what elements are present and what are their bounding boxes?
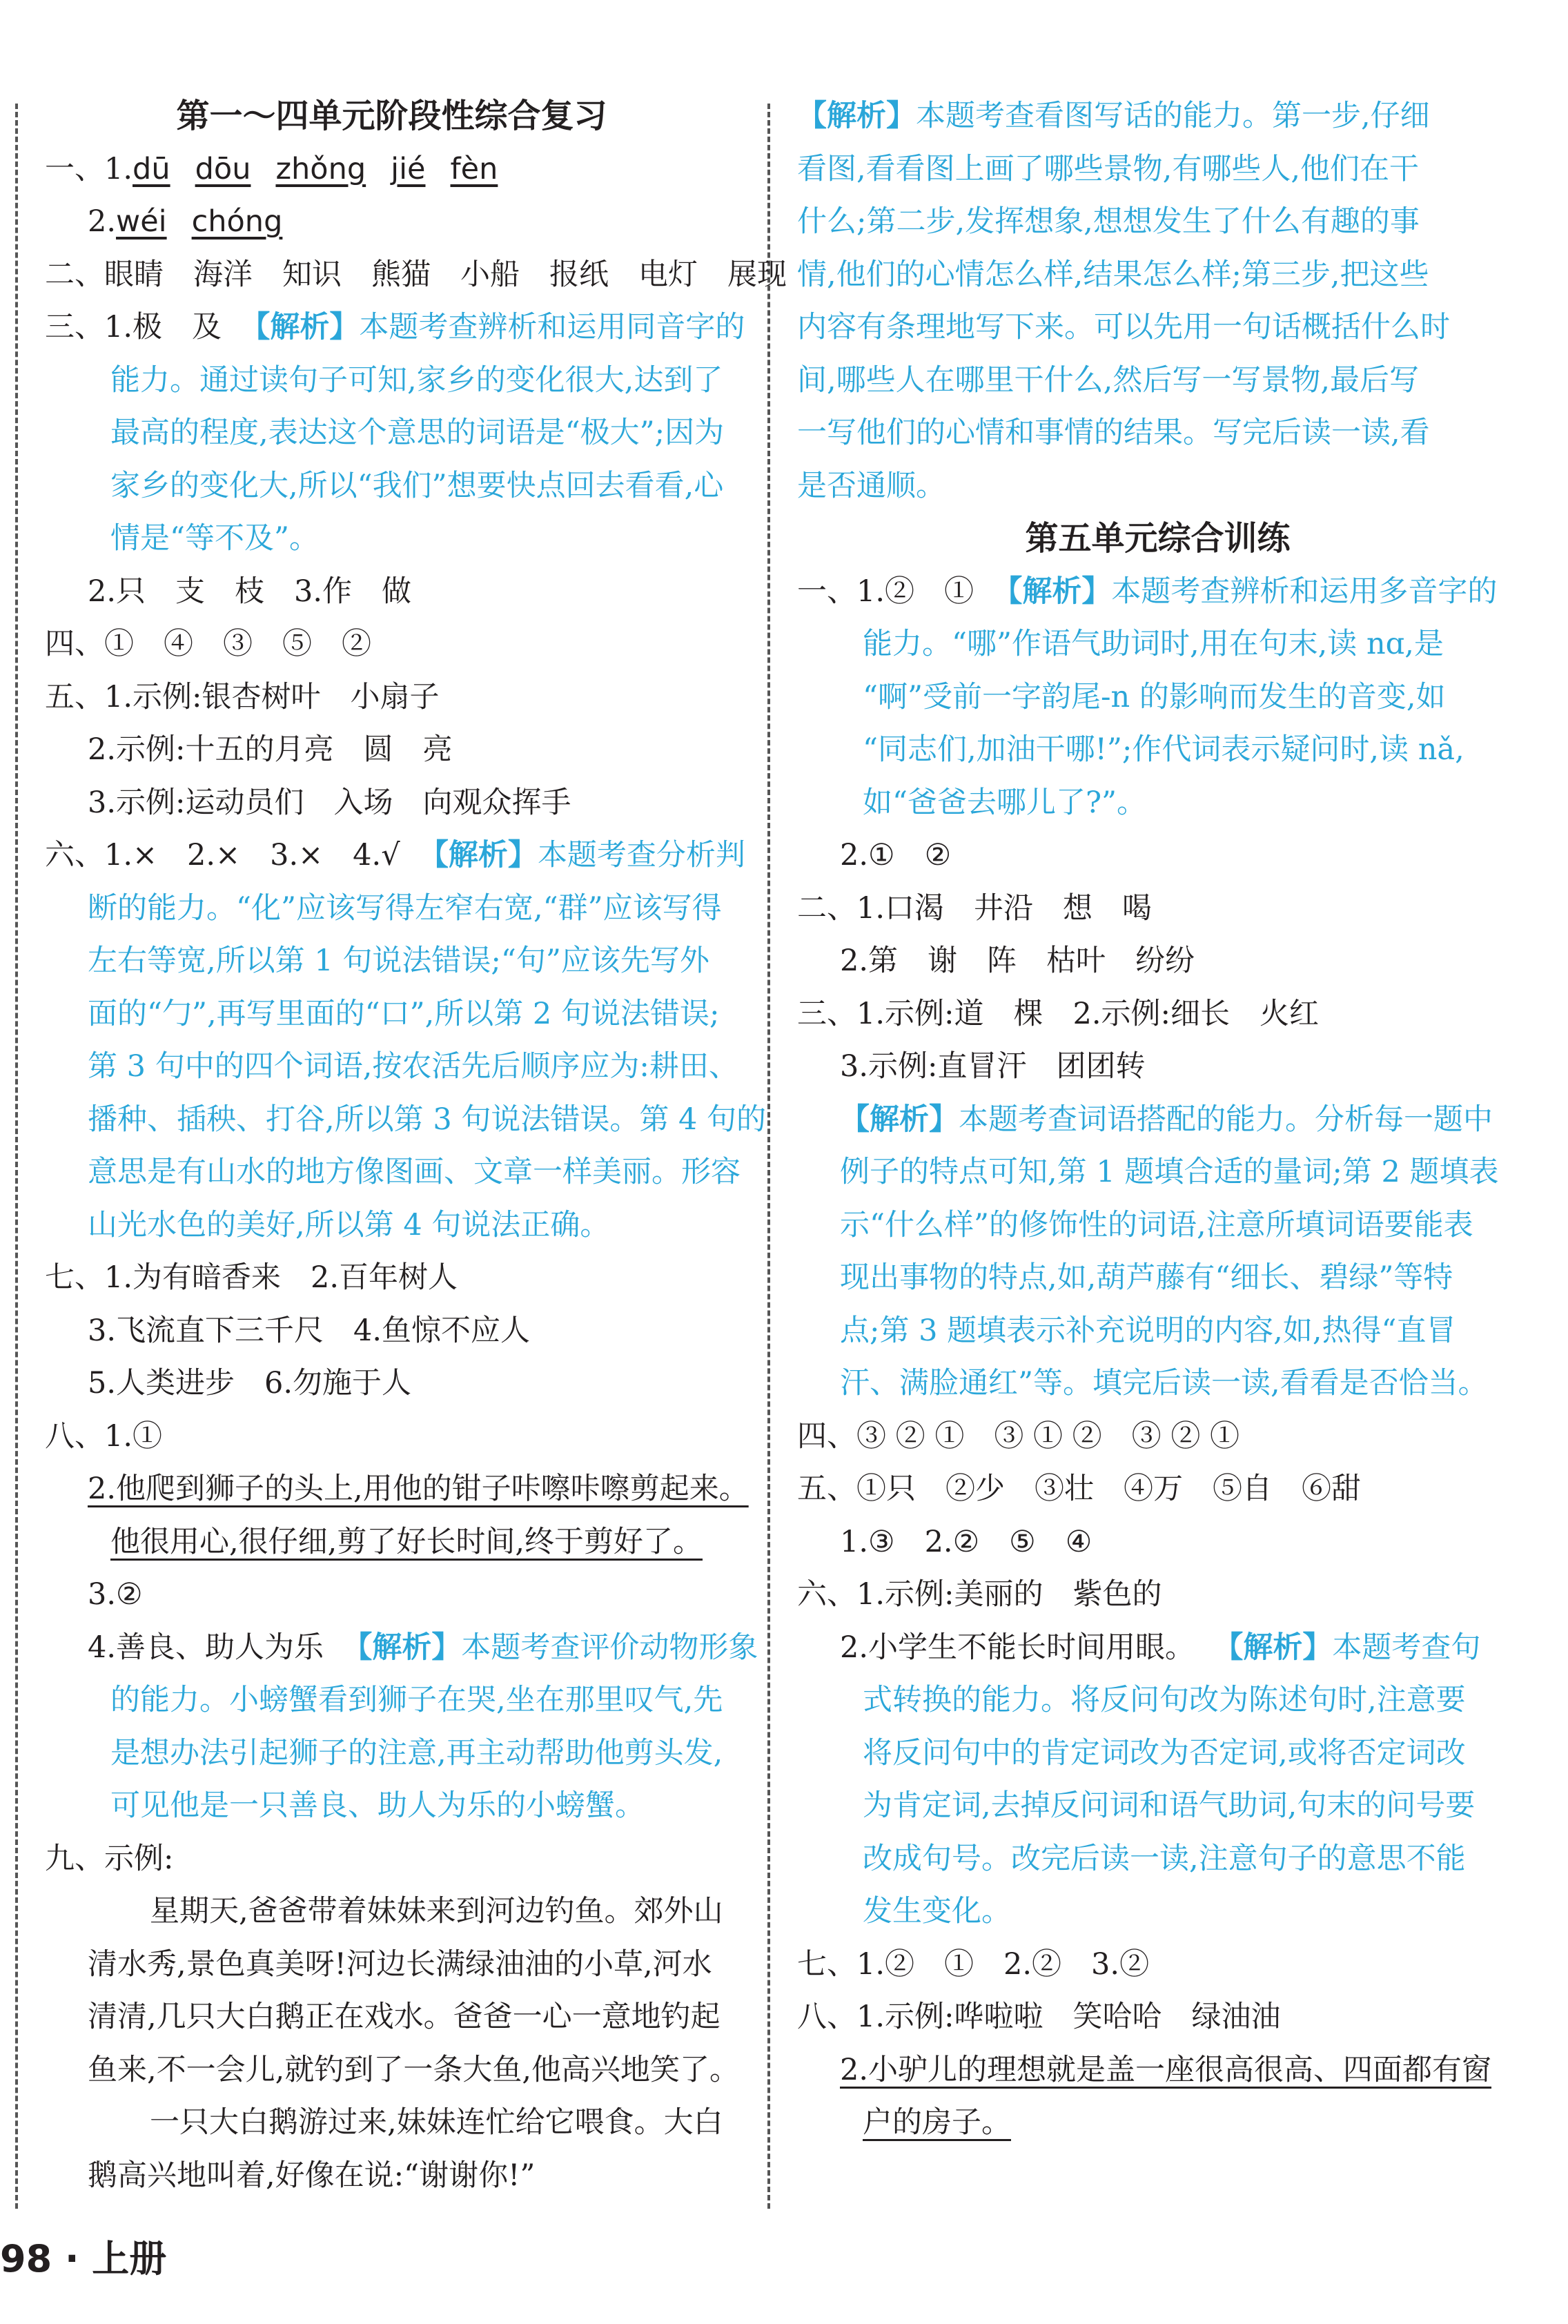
analysis-line: “啊”受前一字韵尾-n 的影响而发生的音变,如: [863, 679, 1446, 714]
q5-1: 五、1.示例:银杏树叶 小扇子: [45, 679, 440, 714]
underlined-answer: 户的房子。: [863, 2105, 1011, 2140]
left-column: [45, 90, 787, 2202]
q7-2: 3.飞流直下三千尺 4.鱼惊不应人: [88, 1313, 531, 1348]
essay-line: 清清,几只大白鹅正在戏水。爸爸一心一意地钓起: [88, 2000, 721, 2034]
right-column: [797, 90, 1518, 2149]
q6: [45, 829, 745, 882]
q8-2-line2: [45, 1516, 738, 1569]
analysis-line: 发生变化。: [863, 1894, 1011, 1928]
r-q8-1: 八、1.示例:哗啦啦 笑哈哈 绿油油: [797, 2000, 1281, 2034]
analysis-line: 家乡的变化大,所以“我们”想要快点回去看看,心: [110, 468, 724, 503]
analysis-text: 本题考查词语搭配的能力。分析每一题中: [959, 1102, 1493, 1137]
q3-1: [45, 301, 745, 354]
analysis-line: 什么;第二步,发挥想象,想想发生了什么有趣的事: [797, 204, 1420, 239]
essay-line: 星期天,爸爸带着妹妹来到河边钓鱼。郊外山: [150, 1894, 723, 1928]
r-q1-2: 2.① ②: [840, 838, 952, 872]
r-q5-1: 五、①只 ②少 ③壮 ④万 ⑤自 ⑥甜: [797, 1472, 1361, 1506]
q1-2-label: 2.: [88, 204, 117, 239]
essay-line: 一只大白鹅游过来,妹妹连忙给它喂食。大白: [150, 2105, 723, 2140]
pinyin: chóng: [191, 204, 283, 239]
pinyin: wéi: [116, 204, 167, 239]
r-q2-2: 2.第 谢 阵 枯叶 纷纷: [840, 944, 1195, 978]
r-q8-2-line2: [797, 2096, 1518, 2149]
analysis-tag: 【解析】: [342, 1630, 462, 1665]
analysis-line: 一写他们的心情和事情的结果。写完后读一读,看: [797, 416, 1430, 450]
analysis-line: 的能力。小螃蟹看到狮子在哭,坐在那里叹气,先: [110, 1683, 723, 1717]
r-q3-analysis: [797, 1093, 1518, 1146]
pinyin: zhǒng: [275, 151, 366, 186]
analysis-text: 本题考查句: [1332, 1630, 1481, 1665]
analysis-text: 本题考查辨析和运用多音字的: [1111, 574, 1498, 609]
analysis-continued: [797, 90, 1518, 143]
underlined-answer: 他很用心,很仔细,剪了好长时间,终于剪好了。: [110, 1524, 703, 1559]
r-q4: 四、③ ② ① ③ ① ② ③ ② ①: [797, 1418, 1240, 1454]
q9-label: 九、示例:: [45, 1841, 174, 1876]
answer: 六、1.× 2.× 3.× 4.√: [45, 838, 400, 872]
analysis-line: 如“爸爸去哪儿了?”。: [863, 785, 1147, 820]
q8-3: 3.②: [88, 1577, 143, 1612]
q3-2: 2.只 支 枝 3.作 做: [88, 574, 412, 609]
analysis-line: 左右等宽,所以第 1 句说法错误;“句”应该先写外: [88, 944, 709, 978]
analysis-line: 能力。通过读句子可知,家乡的变化很大,达到了: [110, 362, 723, 398]
analysis-line: 式转换的能力。将反问句改为陈述句时,注意要: [863, 1683, 1466, 1717]
column-divider: [767, 104, 770, 2209]
q4: 四、① ④ ③ ⑤ ②: [45, 627, 371, 661]
analysis-line: 现出事物的特点,如,葫芦藤有“细长、碧绿”等特: [840, 1260, 1453, 1295]
analysis-line: 改成句号。改完后读一读,注意句子的意思不能: [863, 1841, 1466, 1876]
analysis-line: 例子的特点可知,第 1 题填合适的量词;第 2 题填表: [840, 1155, 1499, 1189]
analysis-tag: 【解析】: [797, 99, 916, 133]
r-q3-3: 3.示例:直冒汗 团团转: [840, 1049, 1146, 1084]
left-margin-rule: [15, 104, 18, 2209]
analysis-line: 可见他是一只善良、助人为乐的小螃蟹。: [110, 1788, 645, 1823]
r-q6-1: 六、1.示例:美丽的 紫色的: [797, 1577, 1162, 1612]
analysis-text: 本题考查辨析和运用同音字的: [359, 310, 745, 344]
analysis-line: 情,他们的心情怎么样,结果怎么样;第三步,把这些: [797, 257, 1429, 292]
analysis-line: 是否通顺。: [797, 468, 945, 503]
q1-1: [45, 143, 738, 196]
essay-line: 清水秀,景色真美呀!河边长满绿油油的小草,河水: [88, 1946, 712, 1982]
q8-1: 八、1.①: [45, 1418, 163, 1454]
q2: 二、眼睛 海洋 知识 熊猫 小船 报纸 电灯 展现: [45, 257, 787, 292]
analysis-tag: 【解析】: [992, 574, 1112, 609]
analysis-line: 内容有条理地写下来。可以先用一句话概括什么时: [797, 310, 1450, 344]
pinyin: jié: [391, 151, 426, 186]
q8-2-line1: [45, 1463, 749, 1516]
r-q7: 七、1.② ① 2.② 3.②: [797, 1946, 1150, 1982]
r-q2-1: 二、1.口渴 井沿 想 喝: [797, 890, 1153, 926]
analysis-text: 本题考查分析判: [537, 838, 745, 872]
q7-1: 七、1.为有暗香来 2.百年树人: [45, 1260, 458, 1295]
analysis-line: 点;第 3 题填表示补充说明的内容,如,热得“直冒: [840, 1313, 1456, 1348]
answer: 一、1.② ①: [797, 574, 974, 609]
analysis-text: 本题考查评价动物形象: [461, 1630, 758, 1665]
analysis-line: 汗、满脸通红”等。填完后读一读,看看是否恰当。: [840, 1366, 1488, 1400]
r-q5-2: 1.③ 2.② ⑤ ④: [840, 1524, 1092, 1559]
analysis-line: 情是“等不及”。: [110, 521, 319, 556]
analysis-tag: 【解析】: [840, 1102, 959, 1137]
analysis-line: 看图,看看图上画了哪些景物,有哪些人,他们在干: [797, 151, 1420, 186]
analysis-tag: 【解析】: [418, 838, 538, 872]
r-q1-1: [797, 565, 1518, 618]
q1-2: [45, 195, 738, 248]
q5-3: 3.示例:运动员们 入场 向观众挥手: [88, 785, 571, 820]
r-q8-2-line1: [797, 2044, 1518, 2097]
pinyin: fèn: [450, 151, 498, 186]
q1-1-label: 一、1.: [45, 151, 133, 186]
q8-4: [45, 1621, 758, 1674]
analysis-line: 断的能力。“化”应该写得左窄右宽,“群”应该写得: [88, 890, 722, 926]
analysis-line: 意思是有山水的地方像图画、文章一样美丽。形容: [88, 1155, 741, 1189]
analysis-line: 第 3 句中的四个词语,按农活先后顺序应为:耕田、: [88, 1049, 738, 1084]
section-title-review: 第一～四单元阶段性综合复习: [176, 97, 607, 135]
answer: 三、1.极 及: [45, 310, 222, 344]
r-q6-2: [797, 1621, 1518, 1674]
answer: 2.小学生不能长时间用眼。: [840, 1630, 1195, 1665]
analysis-line: 山光水色的美好,所以第 4 句说法正确。: [88, 1207, 610, 1242]
page-footer: 98 · 上册: [0, 2237, 167, 2281]
underlined-answer: 2.他爬到狮子的头上,用他的钳子咔嚓咔嚓剪起来。: [88, 1472, 749, 1506]
analysis-line: 为肯定词,去掉反问词和语气助词,句末的问号要: [863, 1788, 1476, 1823]
analysis-text: 本题考查看图写话的能力。第一步,仔细: [916, 99, 1430, 133]
analysis-line: “同志们,加油干哪!”;作代词表示疑问时,读 nǎ,: [863, 732, 1464, 767]
analysis-line: 面的“勹”,再写里面的“口”,所以第 2 句说法错误;: [88, 996, 720, 1031]
analysis-line: 能力。“哪”作语气助词时,用在句末,读 nɑ,是: [863, 627, 1444, 661]
analysis-line: 示“什么样”的修饰性的词语,注意所填词语要能表: [840, 1207, 1473, 1242]
analysis-tag: 【解析】: [240, 310, 360, 344]
section-title-unit5: 第五单元综合训练: [1025, 519, 1291, 558]
analysis-line: 将反问句中的肯定词改为否定词,或将否定词改: [863, 1735, 1466, 1770]
analysis-tag: 【解析】: [1213, 1630, 1333, 1665]
essay-line: 鹅高兴地叫着,好像在说:“谢谢你!”: [88, 2158, 536, 2193]
q5-2: 2.示例:十五的月亮 圆 亮: [88, 732, 453, 767]
analysis-line: 最高的程度,表达这个意思的词语是“极大”;因为: [110, 416, 725, 450]
pinyin: dōu: [195, 151, 251, 186]
essay-line: 鱼来,不一会儿,就钓到了一条大鱼,他高兴地笑了。: [88, 2052, 740, 2087]
analysis-line: 播种、插秧、打谷,所以第 3 句说法错误。第 4 句的: [88, 1102, 767, 1137]
answer: 4.善良、助人为乐: [88, 1630, 324, 1665]
analysis-line: 间,哪些人在哪里干什么,然后写一写景物,最后写: [797, 362, 1420, 398]
r-q3-1: 三、1.示例:道 棵 2.示例:细长 火红: [797, 996, 1320, 1031]
q7-3: 5.人类进步 6.勿施于人: [88, 1366, 412, 1400]
pinyin: dū: [133, 151, 170, 186]
analysis-line: 是想办法引起狮子的注意,再主动帮助他剪头发,: [110, 1735, 723, 1770]
underlined-answer: 2.小驴儿的理想就是盖一座很高很高、四面都有窗: [840, 2052, 1492, 2087]
